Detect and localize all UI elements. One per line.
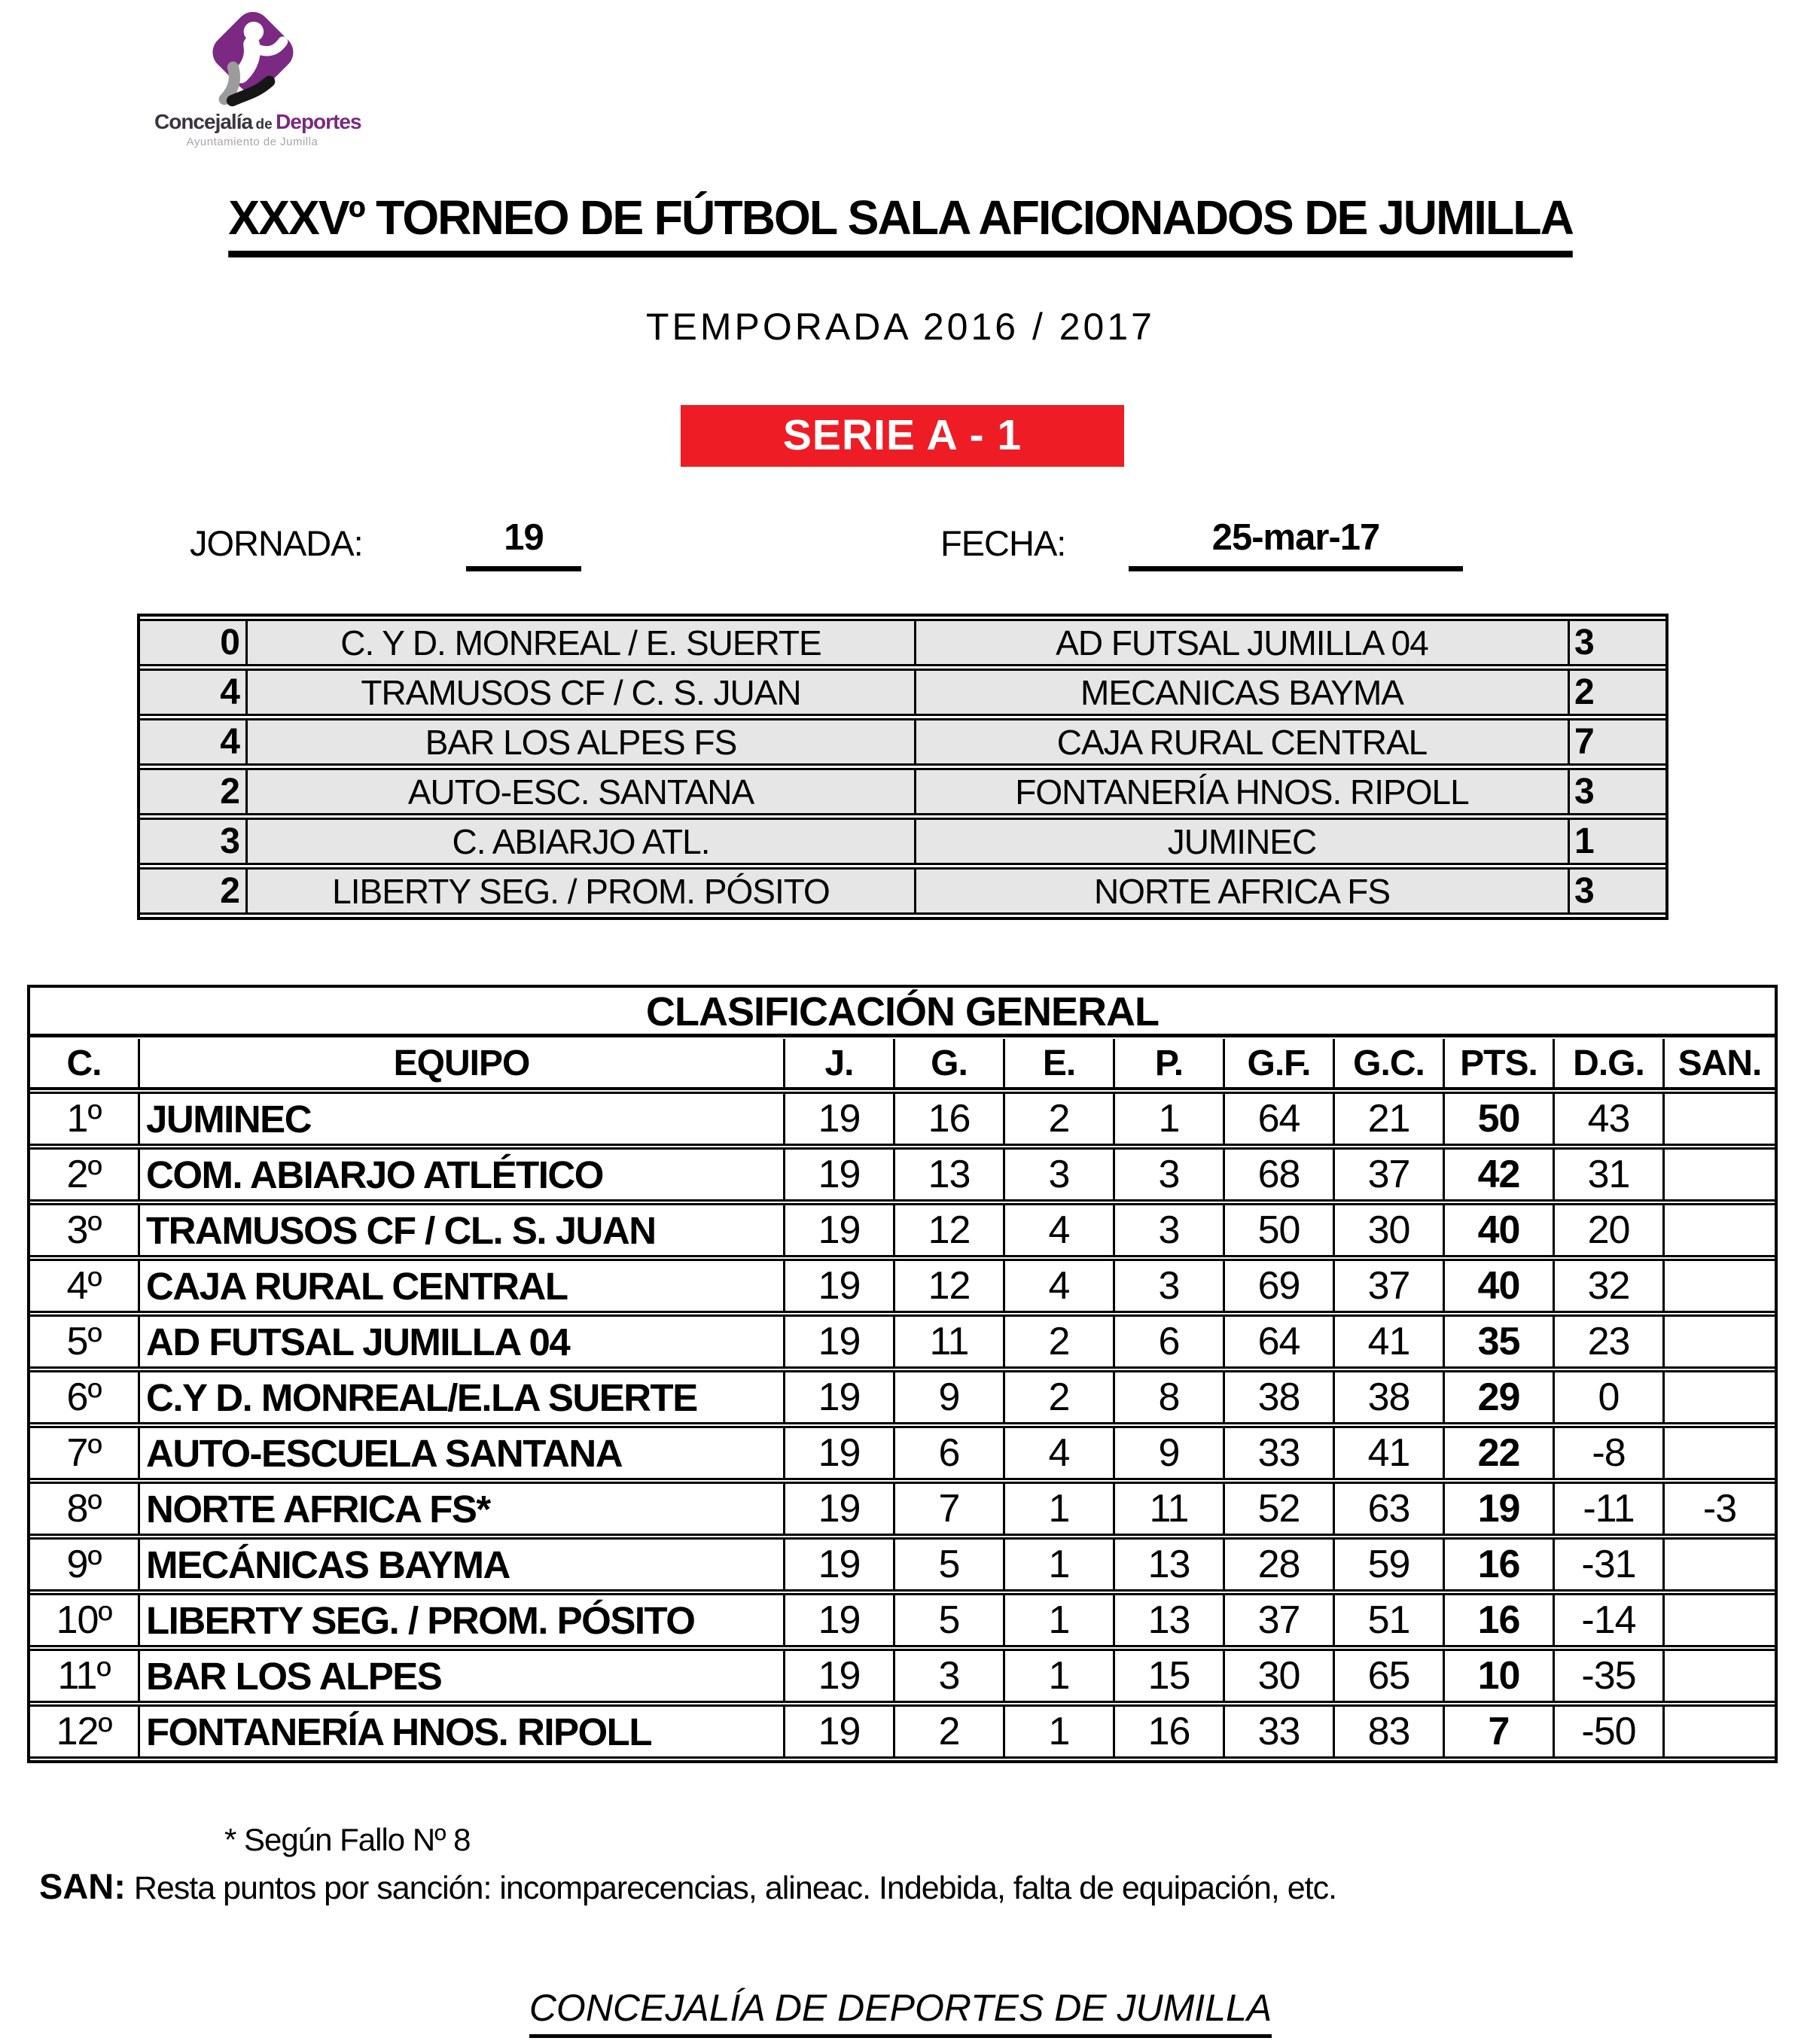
logo-word-deportes: Deportes [276, 110, 361, 133]
played-cell: 19 [785, 1092, 895, 1146]
lost-cell: 13 [1115, 1537, 1225, 1592]
standings-row [30, 1370, 1775, 1424]
home-team-cell: C. Y D. MONREAL / E. SUERTE [248, 619, 916, 666]
drawn-cell: 4 [1005, 1203, 1115, 1257]
standings-row [30, 1649, 1775, 1703]
position-cell: 5º [30, 1314, 140, 1369]
standings-row [30, 1259, 1775, 1313]
lost-cell: 15 [1115, 1649, 1225, 1703]
goals-against-cell: 83 [1335, 1704, 1445, 1759]
points-cell: 22 [1445, 1426, 1555, 1480]
won-cell: 3 [895, 1649, 1005, 1703]
drawn-cell: 2 [1005, 1092, 1115, 1146]
points-cell: 35 [1445, 1314, 1555, 1369]
away-score-cell: 3 [1570, 768, 1665, 815]
goals-for-cell: 52 [1225, 1482, 1335, 1536]
match-results-table [137, 614, 1668, 920]
column-header: J. [785, 1039, 895, 1090]
home-team-cell: LIBERTY SEG. / PROM. PÓSITO [248, 867, 916, 915]
goals-against-cell: 63 [1335, 1482, 1445, 1536]
column-header: G.F. [1225, 1039, 1335, 1090]
standings-section [27, 985, 1778, 1763]
team-cell: LIBERTY SEG. / PROM. PÓSITO [140, 1593, 785, 1647]
goals-for-cell: 38 [1225, 1370, 1335, 1424]
played-cell: 19 [785, 1537, 895, 1592]
standings-row [30, 1704, 1775, 1759]
column-header: SAN. [1665, 1039, 1775, 1090]
goals-for-cell: 30 [1225, 1649, 1335, 1703]
home-score-cell: 4 [140, 669, 248, 716]
standings-row [30, 1147, 1775, 1202]
fecha-label: FECHA: [940, 523, 1066, 563]
sanction-cell [1665, 1649, 1775, 1703]
played-cell: 19 [785, 1203, 895, 1257]
position-cell: 8º [30, 1482, 140, 1536]
column-header: G.C. [1335, 1039, 1445, 1090]
team-cell: CAJA RURAL CENTRAL [140, 1259, 785, 1313]
points-cell: 29 [1445, 1370, 1555, 1424]
column-header: PTS. [1445, 1039, 1555, 1090]
drawn-cell: 1 [1005, 1482, 1115, 1536]
played-cell: 19 [785, 1593, 895, 1647]
sanction-cell [1665, 1593, 1775, 1647]
footnote-san [39, 1866, 1336, 1907]
column-header: EQUIPO [140, 1039, 785, 1090]
points-cell: 7 [1445, 1704, 1555, 1759]
away-team-cell: CAJA RURAL CENTRAL [916, 718, 1570, 766]
home-score-cell: 0 [140, 619, 248, 666]
goals-against-cell: 41 [1335, 1426, 1445, 1480]
played-cell: 19 [785, 1370, 895, 1424]
san-label: SAN: [39, 1866, 126, 1906]
away-team-cell: FONTANERÍA HNOS. RIPOLL [916, 768, 1570, 815]
home-team-cell: AUTO-ESC. SANTANA [248, 768, 916, 815]
goal-diff-cell: 31 [1555, 1147, 1665, 1202]
home-team-cell: BAR LOS ALPES FS [248, 718, 916, 766]
san-text: Resta puntos por sanción: incomparecencias, alineac. Indebida, falta de equipación, etc. [125, 1870, 1337, 1906]
goals-against-cell: 37 [1335, 1259, 1445, 1313]
goals-against-cell: 65 [1335, 1649, 1445, 1703]
standings-row [30, 1092, 1775, 1146]
points-cell: 19 [1445, 1482, 1555, 1536]
position-cell: 3º [30, 1203, 140, 1257]
sanction-cell [1665, 1092, 1775, 1146]
goal-diff-cell: 32 [1555, 1259, 1665, 1313]
team-cell: FONTANERÍA HNOS. RIPOLL [140, 1704, 785, 1759]
goal-diff-cell: -50 [1555, 1704, 1665, 1759]
won-cell: 16 [895, 1092, 1005, 1146]
column-header: C. [30, 1039, 140, 1090]
position-cell: 7º [30, 1426, 140, 1480]
jornada-value: 19 [466, 516, 581, 571]
team-cell: JUMINEC [140, 1092, 785, 1146]
points-cell: 16 [1445, 1537, 1555, 1592]
goals-against-cell: 59 [1335, 1537, 1445, 1592]
away-team-cell: AD FUTSAL JUMILLA 04 [916, 619, 1570, 666]
standings-row [30, 1203, 1775, 1257]
logo-word-concejalia: Concejalía [154, 110, 253, 133]
logo-subtitle: Ayuntamiento de Jumilla [186, 136, 318, 148]
played-cell: 19 [785, 1259, 895, 1313]
serie-banner: SERIE A - 1 [681, 405, 1124, 467]
lost-cell: 8 [1115, 1370, 1225, 1424]
result-row [140, 718, 1665, 766]
jornada-label: JORNADA: [190, 523, 363, 563]
logo-word-de: de [255, 117, 273, 133]
goals-for-cell: 64 [1225, 1092, 1335, 1146]
goals-for-cell: 37 [1225, 1593, 1335, 1647]
drawn-cell: 4 [1005, 1426, 1115, 1480]
drawn-cell: 3 [1005, 1147, 1115, 1202]
lost-cell: 3 [1115, 1147, 1225, 1202]
result-row [140, 818, 1665, 865]
standings-title: CLASIFICACIÓN GENERAL [30, 988, 1775, 1037]
goals-for-cell: 33 [1225, 1704, 1335, 1759]
standings-row [30, 1482, 1775, 1536]
sanction-cell [1665, 1704, 1775, 1759]
team-cell: AD FUTSAL JUMILLA 04 [140, 1314, 785, 1369]
lost-cell: 13 [1115, 1593, 1225, 1647]
season-subtitle: TEMPORADA 2016 / 2017 [646, 306, 1155, 348]
goals-for-cell: 33 [1225, 1426, 1335, 1480]
position-cell: 6º [30, 1370, 140, 1424]
goal-diff-cell: -35 [1555, 1649, 1665, 1703]
played-cell: 19 [785, 1482, 895, 1536]
goal-diff-cell: 23 [1555, 1314, 1665, 1369]
page-footer-text: CONCEJALÍA DE DEPORTES DE JUMILLA [529, 1986, 1272, 2038]
column-header: P. [1115, 1039, 1225, 1090]
sanction-cell [1665, 1203, 1775, 1257]
lost-cell: 9 [1115, 1426, 1225, 1480]
home-score-cell: 2 [140, 768, 248, 815]
sanction-cell [1665, 1147, 1775, 1202]
goals-against-cell: 41 [1335, 1314, 1445, 1369]
team-cell: BAR LOS ALPES [140, 1649, 785, 1703]
standings-table [30, 1037, 1775, 1760]
drawn-cell: 1 [1005, 1704, 1115, 1759]
team-cell: AUTO-ESCUELA SANTANA [140, 1426, 785, 1480]
position-cell: 12º [30, 1704, 140, 1759]
standings-row [30, 1537, 1775, 1592]
page-title [0, 190, 1801, 257]
points-cell: 42 [1445, 1147, 1555, 1202]
won-cell: 2 [895, 1704, 1005, 1759]
lost-cell: 3 [1115, 1259, 1225, 1313]
won-cell: 12 [895, 1259, 1005, 1313]
page-footer [0, 1986, 1801, 2038]
home-score-cell: 3 [140, 818, 248, 865]
won-cell: 9 [895, 1370, 1005, 1424]
team-cell: TRAMUSOS CF / CL. S. JUAN [140, 1203, 785, 1257]
goal-diff-cell: -31 [1555, 1537, 1665, 1592]
team-cell: C.Y D. MONREAL/E.LA SUERTE [140, 1370, 785, 1424]
goals-against-cell: 37 [1335, 1147, 1445, 1202]
won-cell: 13 [895, 1147, 1005, 1202]
goals-for-cell: 28 [1225, 1537, 1335, 1592]
away-score-cell: 7 [1570, 718, 1665, 766]
logo-wordmark [154, 110, 361, 133]
sanction-cell [1665, 1259, 1775, 1313]
standings-header-row [30, 1039, 1775, 1090]
goal-diff-cell: 43 [1555, 1092, 1665, 1146]
position-cell: 4º [30, 1259, 140, 1313]
page-title-text: XXXVº TORNEO DE FÚTBOL SALA AFICIONADOS DE JUMILLA [228, 190, 1573, 257]
running-figure-icon [200, 5, 305, 110]
sanction-cell [1665, 1314, 1775, 1369]
standings-row [30, 1593, 1775, 1647]
away-team-cell: JUMINEC [916, 818, 1570, 865]
sanction-cell [1665, 1370, 1775, 1424]
away-score-cell: 1 [1570, 818, 1665, 865]
won-cell: 7 [895, 1482, 1005, 1536]
column-header: G. [895, 1039, 1005, 1090]
column-header: E. [1005, 1039, 1115, 1090]
lost-cell: 6 [1115, 1314, 1225, 1369]
result-row [140, 768, 1665, 815]
home-score-cell: 4 [140, 718, 248, 766]
goal-diff-cell: -11 [1555, 1482, 1665, 1536]
home-score-cell: 2 [140, 867, 248, 915]
footnote-asterisk: * Según Fallo Nº 8 [224, 1822, 471, 1857]
drawn-cell: 2 [1005, 1314, 1115, 1369]
goal-diff-cell: -8 [1555, 1426, 1665, 1480]
column-header: D.G. [1555, 1039, 1665, 1090]
sanction-cell: -3 [1665, 1482, 1775, 1536]
sanction-cell [1665, 1426, 1775, 1480]
home-team-cell: C. ABIARJO ATL. [248, 818, 916, 865]
standings-row [30, 1426, 1775, 1480]
position-cell: 9º [30, 1537, 140, 1592]
result-row [140, 867, 1665, 915]
result-row [140, 619, 1665, 666]
won-cell: 11 [895, 1314, 1005, 1369]
goals-for-cell: 50 [1225, 1203, 1335, 1257]
lost-cell: 16 [1115, 1704, 1225, 1759]
goal-diff-cell: 20 [1555, 1203, 1665, 1257]
away-team-cell: NORTE AFRICA FS [916, 867, 1570, 915]
result-row [140, 669, 1665, 716]
lost-cell: 11 [1115, 1482, 1225, 1536]
goals-for-cell: 64 [1225, 1314, 1335, 1369]
points-cell: 50 [1445, 1092, 1555, 1146]
concejalia-deportes-logo [154, 5, 361, 148]
points-cell: 10 [1445, 1649, 1555, 1703]
position-cell: 2º [30, 1147, 140, 1202]
goals-against-cell: 21 [1335, 1092, 1445, 1146]
team-cell: COM. ABIARJO ATLÉTICO [140, 1147, 785, 1202]
played-cell: 19 [785, 1147, 895, 1202]
played-cell: 19 [785, 1704, 895, 1759]
position-cell: 10º [30, 1593, 140, 1647]
away-score-cell: 3 [1570, 867, 1665, 915]
won-cell: 6 [895, 1426, 1005, 1480]
played-cell: 19 [785, 1314, 895, 1369]
fecha-value: 25-mar-17 [1129, 516, 1463, 571]
goal-diff-cell: 0 [1555, 1370, 1665, 1424]
won-cell: 12 [895, 1203, 1005, 1257]
position-cell: 11º [30, 1649, 140, 1703]
lost-cell: 1 [1115, 1092, 1225, 1146]
drawn-cell: 1 [1005, 1537, 1115, 1592]
drawn-cell: 1 [1005, 1593, 1115, 1647]
away-score-cell: 2 [1570, 669, 1665, 716]
won-cell: 5 [895, 1537, 1005, 1592]
played-cell: 19 [785, 1426, 895, 1480]
away-team-cell: MECANICAS BAYMA [916, 669, 1570, 716]
points-cell: 40 [1445, 1203, 1555, 1257]
standings-row [30, 1314, 1775, 1369]
drawn-cell: 4 [1005, 1259, 1115, 1313]
goal-diff-cell: -14 [1555, 1593, 1665, 1647]
goals-against-cell: 30 [1335, 1203, 1445, 1257]
goals-for-cell: 68 [1225, 1147, 1335, 1202]
away-score-cell: 3 [1570, 619, 1665, 666]
team-cell: MECÁNICAS BAYMA [140, 1537, 785, 1592]
lost-cell: 3 [1115, 1203, 1225, 1257]
played-cell: 19 [785, 1649, 895, 1703]
goals-for-cell: 69 [1225, 1259, 1335, 1313]
position-cell: 1º [30, 1092, 140, 1146]
points-cell: 16 [1445, 1593, 1555, 1647]
sanction-cell [1665, 1537, 1775, 1592]
goals-against-cell: 51 [1335, 1593, 1445, 1647]
team-cell: NORTE AFRICA FS* [140, 1482, 785, 1536]
drawn-cell: 2 [1005, 1370, 1115, 1424]
home-team-cell: TRAMUSOS CF / C. S. JUAN [248, 669, 916, 716]
points-cell: 40 [1445, 1259, 1555, 1313]
goals-against-cell: 38 [1335, 1370, 1445, 1424]
drawn-cell: 1 [1005, 1649, 1115, 1703]
won-cell: 5 [895, 1593, 1005, 1647]
